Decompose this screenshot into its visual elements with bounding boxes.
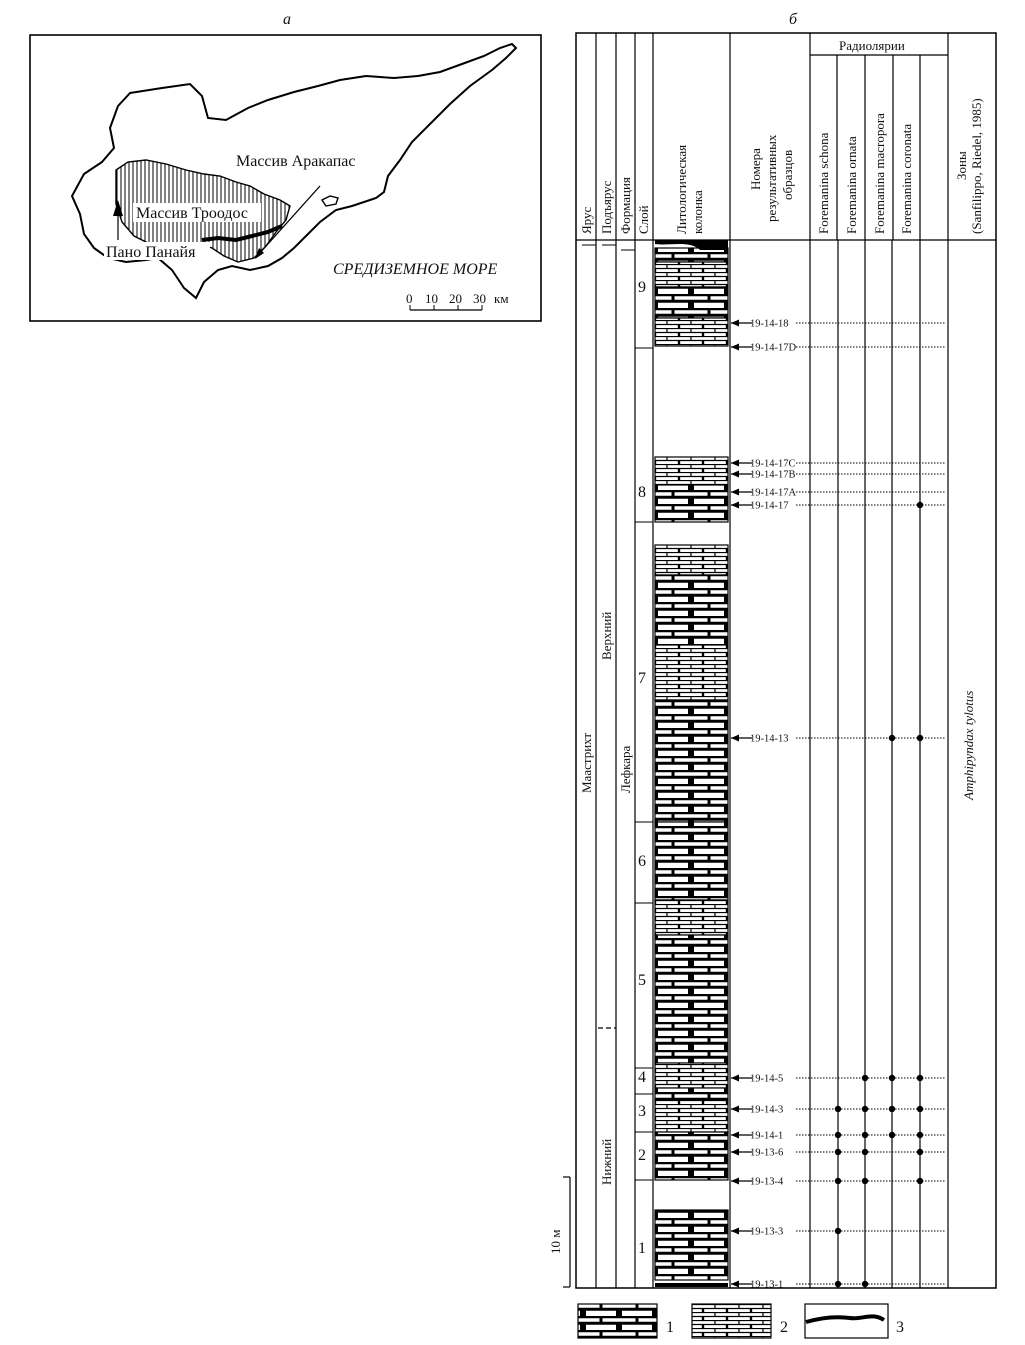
sample-id: 19-14-1: [750, 1130, 784, 1142]
substage-lower: Нижний: [599, 1138, 614, 1185]
species-coronata: Foremanina coronata: [899, 123, 914, 234]
sample-id: 19-13-3: [750, 1226, 784, 1238]
occurrence-dot: [917, 502, 923, 508]
sample-arrowhead-icon: [731, 1178, 739, 1185]
header-samples-1: Номера: [748, 148, 763, 190]
header-litho-2: колонка: [690, 190, 705, 234]
sample-arrowhead-icon: [731, 320, 739, 327]
column-top-lines: [582, 245, 635, 250]
litho-segment-10: [655, 822, 728, 900]
occurrence-dot: [889, 1106, 895, 1112]
stage-maastrichtian: Маастрихт: [579, 732, 594, 793]
header-layer: Слой: [636, 205, 651, 234]
sample-id: 19-14-17C: [750, 458, 796, 470]
header-radiolaria: Радиолярии: [839, 38, 905, 53]
sample-id: 19-13-6: [750, 1147, 784, 1159]
occurrence-dot: [862, 1106, 868, 1112]
sample-arrowhead-icon: [731, 735, 739, 742]
label-massif-arakapas: Массив Аракапас: [236, 153, 356, 170]
legend-swatch-thin-limestone: [692, 1304, 771, 1338]
occurrence-dot: [889, 1132, 895, 1138]
legend: [578, 1304, 904, 1338]
header-substage: Подъярус: [599, 180, 614, 234]
species-macropora: Foremanina macropora: [872, 113, 887, 234]
sample-arrowhead-icon: [731, 502, 739, 509]
occurrence-dot: [862, 1178, 868, 1184]
layer-number-5: 5: [638, 972, 646, 989]
litho-segment-16: [655, 1132, 728, 1180]
header-samples-3: образцов: [780, 149, 795, 200]
litho-segment-2: [655, 287, 728, 318]
layer-number-1: 1: [638, 1240, 646, 1257]
sample-row: [731, 1280, 946, 1291]
label-sea: СРЕДИЗЕМНОЕ МОРЕ: [333, 261, 498, 278]
litho-segment-6: [655, 545, 728, 575]
occurrence-dot: [917, 1149, 923, 1155]
sample-id: 19-14-17D: [750, 342, 797, 354]
sample-arrowhead-icon: [731, 1228, 739, 1235]
legend-label-2: 2: [780, 1319, 788, 1336]
sample-id: 19-13-4: [750, 1176, 784, 1188]
zone-amphipyndax: Amphipyndax tylotus: [961, 690, 976, 800]
layer-number-9: 9: [638, 279, 646, 296]
occurrence-dot: [862, 1075, 868, 1081]
section-scale-bar: [563, 1177, 570, 1287]
occurrence-dot: [862, 1132, 868, 1138]
litho-segment-1: [655, 262, 728, 287]
layer-number-8: 8: [638, 484, 646, 501]
layer-number-3: 3: [638, 1103, 646, 1120]
map-scale-bar: [406, 291, 509, 310]
scale-tick-10: 10: [425, 291, 438, 306]
sample-id: 19-14-5: [750, 1073, 784, 1085]
header-zones-2: (Sanfilippo, Riedel, 1985): [969, 98, 984, 234]
litho-segment-14: [655, 1088, 728, 1100]
occurrence-dot: [917, 1075, 923, 1081]
header-litho-1: Литологическая: [674, 144, 689, 234]
samples-layer: [731, 240, 946, 1291]
occurrence-dot: [835, 1281, 841, 1287]
sample-id: 19-14-13: [750, 733, 789, 745]
species-schona: Foremanina schona: [816, 132, 831, 234]
scale-tick-0: 0: [406, 291, 413, 306]
litho-segment-9: [655, 700, 728, 822]
species-ornata: Foremanina ornata: [844, 136, 859, 234]
occurrence-dot: [917, 735, 923, 741]
occurrence-dot: [862, 1281, 868, 1287]
scale-unit: км: [494, 291, 509, 306]
header-zones-1: Зоны: [954, 151, 969, 180]
occurrence-dot: [917, 1178, 923, 1184]
occurrence-dot: [889, 1075, 895, 1081]
sample-arrowhead-icon: [731, 344, 739, 351]
sample-arrowhead-icon: [731, 1132, 739, 1139]
litho-segment-4: [655, 457, 728, 485]
scale-tick-30: 30: [473, 291, 486, 306]
litho-segment-12: [655, 935, 728, 1063]
litho-segment-13: [655, 1063, 728, 1088]
sample-id: 19-14-18: [750, 318, 789, 330]
litho-segment-5: [655, 485, 728, 522]
occurrence-dot: [835, 1178, 841, 1184]
header-stage: Ярус: [579, 206, 594, 234]
litho-segment-7: [655, 575, 728, 645]
litho-segment-0: [655, 248, 728, 262]
legend-label-1: 1: [666, 1319, 674, 1336]
substage-upper: Верхний: [599, 611, 614, 660]
sample-id: 19-14-17A: [750, 487, 797, 499]
litho-segment-3: [655, 318, 728, 346]
layer-number-2: 2: [638, 1147, 646, 1164]
sample-id: 19-13-1: [750, 1279, 784, 1291]
legend-swatch-thick-limestone: [578, 1304, 657, 1338]
header-samples-2: результативных: [764, 134, 779, 222]
litho-segment-15: [655, 1100, 728, 1132]
layer-number-7: 7: [638, 670, 646, 687]
header-formation: Формация: [618, 177, 633, 234]
occurrence-dot: [835, 1149, 841, 1155]
litho-base: [655, 1283, 728, 1287]
layer-number-4: 4: [638, 1069, 646, 1086]
panel-a-letter: а: [283, 11, 291, 28]
legend-label-3: 3: [896, 1319, 904, 1336]
label-pano-panaya: Пано Панайя: [106, 244, 196, 261]
layer-number-6: 6: [638, 853, 646, 870]
litho-segment-8: [655, 645, 728, 700]
sample-arrowhead-icon: [731, 489, 739, 496]
sample-arrowhead-icon: [731, 460, 739, 467]
litho-segment-11: [655, 900, 728, 935]
panel-b-letter: б: [789, 11, 798, 28]
occurrence-dot: [917, 1106, 923, 1112]
sample-id: 19-14-3: [750, 1104, 784, 1116]
strata-layer: [635, 240, 728, 1287]
occurrence-dot: [917, 1132, 923, 1138]
sample-id: 19-14-17: [750, 500, 789, 512]
occurrence-dot: [835, 1132, 841, 1138]
formation-lefkara: Лефкара: [618, 745, 633, 793]
occurrence-dot: [835, 1228, 841, 1234]
occurrence-dot: [862, 1149, 868, 1155]
sample-arrowhead-icon: [731, 1149, 739, 1156]
sample-arrowhead-icon: [731, 471, 739, 478]
label-massif-troodos: Массив Троодос: [136, 205, 248, 222]
occurrence-dot: [835, 1106, 841, 1112]
litho-segment-17: [655, 1210, 728, 1280]
scale-10m: 10 м: [548, 1229, 563, 1254]
sample-id: 19-14-17B: [750, 469, 796, 481]
sample-arrowhead-icon: [731, 1075, 739, 1082]
occurrence-dot: [889, 735, 895, 741]
sample-arrowhead-icon: [731, 1106, 739, 1113]
sample-arrowhead-icon: [731, 1281, 739, 1288]
scale-tick-20: 20: [449, 291, 462, 306]
